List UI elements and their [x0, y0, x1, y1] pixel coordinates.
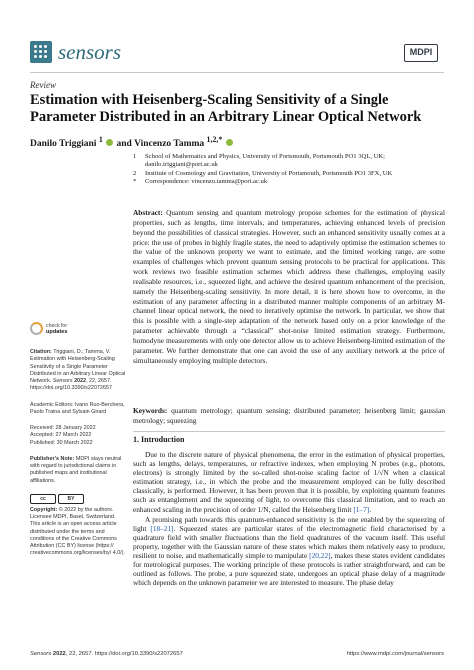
accepted-date: Accepted: 27 March 2022 — [30, 432, 92, 439]
check-updates-button[interactable]: check for updates — [30, 322, 126, 335]
abstract-label: Abstract: — [133, 208, 163, 217]
published-date: Published: 30 March 2022 — [30, 439, 93, 446]
affiliation-marker: 1,2,* — [206, 135, 223, 144]
abstract-text: Quantum sensing and quantum metrology propose schemes for the estimation of physical properties, such as lengths, time intervals, and temperatures, achieving enhanced levels of precision beyond the possibilities of classical strategies. However, such an enhanced sensitivity usually comes at a price: the use of probes in highly fragile states, the need to adaptively optimise the estimation schemes to the value of the unknown property we want to estimate, and the limited working range, are some examples of challenges which prevent quantum sensing protocols to be practical for applications. This work reviews two feasible estimation schemes which address these challenges, employing easily realisable resources, i.e., squeezed light, and achieve the desired quantum enhancement of the precision, namely the Heisenberg-scaling sensitivity. In more detail, it is here shown how to overcome, in the estimation of any parameter affecting in a distributed manner multiple components of an arbitrary M-channel linear optical network, the need to iteratively optimise the network. In particular, we show that this is possible with a single-step adaptation of the network based only on a prior knowledge of the parameter achievable through a “classical” shot-noise limited estimation strategy. Furthermore, homodyne measurements with only one detector allow us to achieve Heisenberg-limited estimation of the parameter. We further demonstrate that one can avoid the use of any auxiliary network at the price of simultaneously employing multiple detectors. — [133, 208, 445, 365]
publisher-logo[interactable]: MDPI — [404, 44, 438, 62]
affiliations — [133, 153, 433, 187]
author-name[interactable]: Vincenzo Tamma — [134, 139, 205, 150]
article-title: Estimation with Heisenberg-Scaling Sensitivity of a Single Parameter Distributed in an Arbitrary Linear Optical Network — [30, 92, 422, 125]
section-divider — [133, 431, 445, 432]
author-conjunction: and — [116, 139, 132, 150]
author-line — [30, 135, 234, 149]
introduction-body — [133, 450, 445, 587]
paragraph: Due to the discrete nature of physical phenomena, the error in the estimation of physical properties, such as lengths, delays, temperatures, or refractive indexes, when employing N probes (e.g., photons, electrons) is strongly limited by the so-called shot-noise scaling factor of 1/√N when a classical estimation strategy, i.e., in which the probe and the measurement employed can be fully described classically, is performed. However, it has been proven that it is possible, by exploiting quantum features such as entanglement and the squeezing of light, to overcome this classical limitation, and to reach an enhanced scaling in the precision of order 1/N, called the Heisenberg limit [1–7]. — [133, 450, 445, 514]
citation-link[interactable]: [18–21] — [150, 523, 174, 533]
cc-icon: cc — [30, 494, 56, 504]
check-updates-icon — [30, 322, 43, 335]
page-footer — [30, 651, 444, 657]
keywords-text: quantum metrology; quantum sensing; distributed parameter; heisenberg limit; gaussian metrology; squeezing — [133, 406, 445, 425]
journal-logo-icon — [30, 41, 52, 63]
affiliation-item: 2 Institute of Cosmology and Gravitation, University of Portsmouth, Portsmouth PO1 3FX, UK — [133, 169, 393, 177]
author-name[interactable]: Danilo Triggiani — [30, 139, 97, 150]
affiliation-marker: 1 — [98, 135, 103, 144]
cc-license-badge[interactable] — [30, 494, 126, 504]
correspondence: * Correspondence: vincenzo.tamma@port.ac.uk — [133, 178, 268, 186]
dates — [30, 425, 126, 447]
citation-link[interactable]: [20,22] — [309, 551, 331, 561]
citation-block: Citation: Triggiani, D.; Tamma, V. Estimation with Heisenberg-Scaling Sensitivity of a Single Parameter Distributed in an Arbitrary Linear Optical Network. Sensors 2022, 22, 2657. https://doi.org/10.3390/s22072657 — [30, 349, 126, 392]
journal-name: sensors — [58, 40, 122, 64]
section-heading: 1. Introduction — [133, 435, 185, 444]
footer-citation: Sensors 2022, 22, 2657. https://doi.org/10.3390/s22072657 — [30, 651, 183, 657]
keywords-label: Keywords: — [133, 406, 168, 415]
orcid-icon[interactable] — [106, 139, 113, 146]
keywords — [133, 406, 445, 425]
copyright: Copyright: © 2022 by the authors. Licensee MDPI, Basel, Switzerland. This article is an open access article distributed under the terms and conditions of the Creative Commons Attribution (CC BY) license (https:// creativecommons.org/licenses/by/ 4.0/). — [30, 506, 125, 557]
paragraph: A promising path towards this quantum-enhanced sensitivity is the one enabled by the squeezing of light [18–21]. Squeezed states are particular states of the electromagnetic field characterised by a quadrature field with smaller fluctuations than the field quadratures of the vacuum itself. This useful property, together with the Gaussian nature of these states which makes them relatively easy to produce, resilient to noise, and mathematically simple to manipulate [20,22], makes these states evident candidates for metrological purposes. The working principle of these protocols is rather straightforward, and can be outlined as follows. The probe, a pure squeezed state, undergoes an optical phase delay of a magnitude which depends on the unknown parameter we are interested to measure. The phase delay — [133, 514, 445, 588]
footer-url[interactable]: https://www.mdpi.com/journal/sensors — [346, 651, 444, 657]
header-divider — [30, 72, 444, 73]
citation-link[interactable]: [1–7] — [353, 504, 370, 514]
received-date: Received: 28 January 2022 — [30, 425, 96, 431]
affiliation-item: 1 School of Mathematics and Physics, University of Portsmouth, Portsmouth PO1 3QL, UK; danilo.triggiani@port.ac.uk — [133, 153, 385, 169]
by-icon: BY — [58, 494, 84, 504]
article-sidebar — [30, 322, 126, 564]
orcid-icon[interactable] — [226, 139, 233, 146]
publisher-note: Publisher’s Note: MDPI stays neutral with regard to jurisdictional claims in published maps and institutional affiliations. — [30, 455, 122, 484]
article-type: Review — [30, 80, 56, 90]
academic-editors: Academic Editors: Ivano Ruo-Berchera, Paolo Traina and Sylvain Girard — [30, 401, 125, 415]
abstract — [133, 208, 445, 366]
